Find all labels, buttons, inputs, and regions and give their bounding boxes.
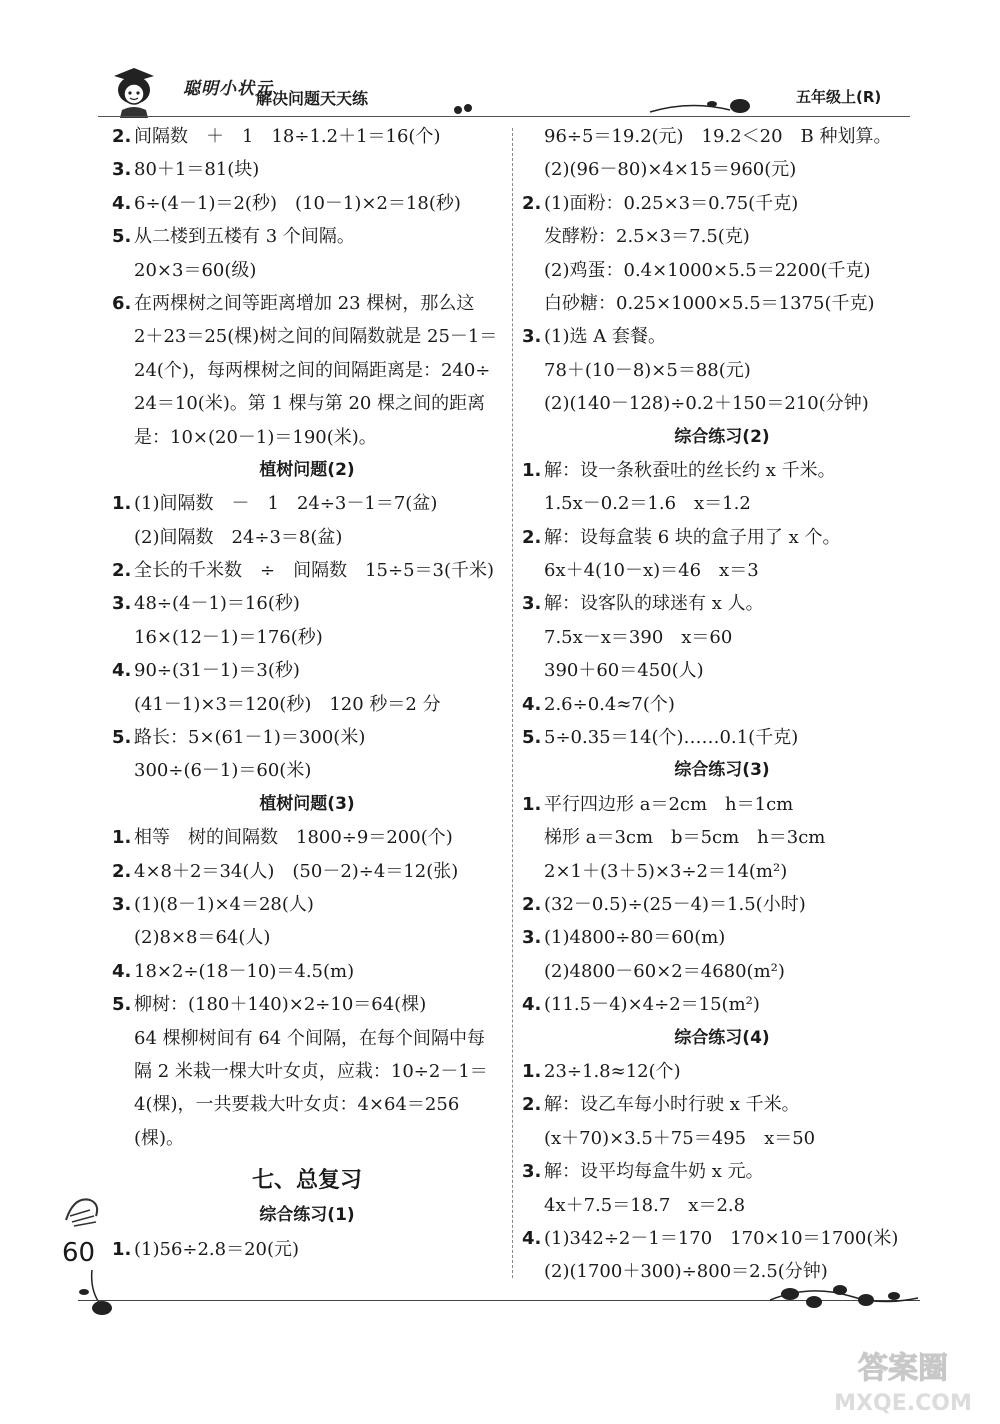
answer-line (522, 254, 922, 287)
answer-text: 间隔数 ＋ 1 18÷1.2＋1＝16(个) (134, 126, 441, 147)
answer-text: 综合练习(4) (674, 1027, 770, 1048)
chapter-title (112, 1155, 502, 1199)
answer-text: 发酵粉：2.5×3＝7.5(克) (544, 226, 750, 248)
answer-text: 24(个)，每两棵树之间的间隔距离是：240÷ (134, 359, 491, 381)
question-number: 2. (522, 1094, 542, 1116)
answer-text: 2＋23＝25(棵)树之间的间隔数就是 25－1＝ (134, 326, 498, 348)
answer-text: 平行四边形 a＝2cm h＝1cm (544, 793, 794, 815)
question-number: 6. (112, 292, 132, 314)
section-heading (522, 421, 922, 454)
question-number: 2. (112, 860, 132, 882)
answer-line (522, 153, 922, 186)
answer-line (522, 187, 922, 220)
answer-line (112, 1088, 502, 1121)
answer-text: 96÷5＝19.2(元) 19.2＜20 B 种划算。 (544, 126, 892, 147)
answer-line (522, 587, 922, 620)
answer-text: 综合练习(1) (259, 1205, 355, 1226)
answer-text: 390＋60＝450(人) (544, 660, 704, 682)
question-number: 1. (522, 459, 542, 481)
question-number: 4. (522, 994, 542, 1016)
answer-line (112, 287, 502, 320)
answer-line (522, 554, 922, 587)
answer-line (112, 721, 502, 754)
answer-text: (11.5－4)×4÷2＝15(m²) (544, 994, 760, 1016)
answer-line (112, 153, 502, 186)
book-title: 解决问题天天练 (256, 89, 369, 108)
answer-line (522, 1122, 922, 1155)
answer-text: (2)(1700＋300)÷800＝2.5(分钟) (544, 1261, 828, 1283)
answer-line (522, 621, 922, 654)
question-number: 1. (522, 793, 542, 815)
brand-logo: 聪明小状元 (183, 79, 273, 99)
section-heading (112, 1199, 502, 1232)
answer-text: 18×2÷(18－10)＝4.5(m) (134, 960, 355, 982)
answer-line (112, 587, 502, 620)
answer-text: (1)面粉：0.25×3＝0.75(千克) (544, 192, 799, 214)
question-number: 2. (112, 126, 132, 147)
section-heading (522, 754, 922, 787)
question-number: 5. (112, 994, 132, 1016)
answer-text: 24＝10(米)。第 1 棵与第 20 棵之间的距离 (134, 393, 486, 415)
answer-line (112, 320, 502, 353)
vine-decoration-icon (72, 1270, 132, 1320)
answer-text: 64 棵柳树间有 64 个间隔，在每个间隔中每 (134, 1027, 485, 1049)
answer-text: 解：设一条秋蚕吐的丝长约 x 千米。 (544, 459, 836, 481)
answer-line (522, 921, 922, 954)
answer-text: (2)鸡蛋：0.4×1000×5.5＝2200(千克) (544, 259, 871, 281)
section-heading (112, 454, 502, 487)
answer-text: 2×1＋(3＋5)×3÷2＝14(m²) (544, 860, 788, 882)
answer-line (522, 454, 922, 487)
answer-line (522, 354, 922, 387)
question-number: 5. (522, 727, 542, 749)
question-number: 3. (522, 927, 542, 949)
answer-line (112, 1022, 502, 1055)
mascot-icon (100, 60, 170, 120)
answer-text: 5÷0.35＝14(个)……0.1(千克) (544, 727, 799, 749)
vine-decoration-icon (770, 1278, 920, 1318)
answer-text: 解：设平均每盒牛奶 x 元。 (544, 1161, 764, 1183)
answer-text: (2)(96－80)×4×15＝960(元) (544, 159, 797, 181)
answer-line (112, 1122, 502, 1155)
question-number: 1. (112, 827, 132, 849)
answer-line (112, 754, 502, 787)
answer-line (522, 888, 922, 921)
answer-line (522, 521, 922, 554)
question-number: 4. (522, 1227, 542, 1249)
answer-line (112, 855, 502, 888)
answer-line (522, 1155, 922, 1188)
answer-text: (1)选 A 套餐。 (544, 326, 666, 348)
page-ornament-icon (60, 1190, 108, 1230)
svg-text:答案圈: 答案圈 (858, 1351, 948, 1386)
answer-text: (1)4800÷80＝60(m) (544, 927, 726, 949)
answer-line (112, 1233, 502, 1266)
answer-line (112, 621, 502, 654)
page-number: 60 (62, 1238, 96, 1268)
answer-line (112, 921, 502, 954)
question-number: 1. (522, 1060, 542, 1082)
question-number: 3. (522, 593, 542, 615)
answer-text: (棵)。 (134, 1127, 185, 1149)
answer-line (522, 1088, 922, 1121)
answer-text: 48÷(4－1)＝16(秒) (134, 593, 300, 615)
answer-text: 80＋1＝81(块) (134, 159, 260, 181)
answer-text: (2)间隔数 24÷3＝8(盆) (134, 526, 343, 548)
page-header (0, 0, 1000, 125)
answer-line (112, 421, 502, 454)
answer-line (112, 821, 502, 854)
question-number: 3. (522, 1161, 542, 1183)
answer-line (522, 1189, 922, 1222)
answer-line (522, 988, 922, 1021)
question-number: 1. (112, 1238, 132, 1260)
answer-text: 全长的千米数 ÷ 间隔数 15÷5＝3(千米) (134, 560, 495, 582)
answer-text: 4×8＋2＝34(人) (50－2)÷4＝12(张) (134, 860, 459, 882)
answer-text: 300÷(6－1)＝60(米) (134, 760, 312, 782)
question-number: 3. (112, 893, 132, 915)
answer-text: 2.6÷0.4≈7(个) (544, 693, 675, 715)
answer-text: 综合练习(3) (674, 760, 770, 781)
grade-label: 五年级上(R) (796, 88, 882, 106)
answer-text: 20×3＝60(级) (134, 259, 257, 281)
question-number: 4. (112, 660, 132, 682)
answer-line (112, 955, 502, 988)
answer-line (112, 254, 502, 287)
answer-text: 隔 2 米栽一棵大叶女贞，应栽：10÷2－1＝ (134, 1060, 488, 1082)
section-heading (112, 788, 502, 821)
question-number: 2. (522, 192, 542, 214)
answer-line (522, 821, 922, 854)
question-number: 4. (112, 192, 132, 214)
answer-line (112, 988, 502, 1021)
answer-line (112, 888, 502, 921)
question-number: 4. (522, 693, 542, 715)
section-heading (522, 1022, 922, 1055)
question-number: 3. (522, 326, 542, 348)
answer-text: 路长：5×(61－1)＝300(米) (134, 727, 366, 749)
answer-line (112, 187, 502, 220)
answer-text: 16×(12－1)＝176(秒) (134, 626, 323, 648)
answer-text: 相等 树的间隔数 1800÷9＝200(个) (134, 827, 453, 849)
answer-text: 植树问题(3) (259, 793, 355, 814)
answer-line (522, 320, 922, 353)
answer-line (522, 1222, 922, 1255)
answer-text: 78＋(10－8)×5＝88(元) (544, 359, 751, 381)
answer-text: 23÷1.8≈12(个) (544, 1060, 681, 1082)
column-divider (512, 128, 513, 1278)
answer-line (522, 487, 922, 520)
answer-text: (2)(140－128)÷0.2＋150＝210(分钟) (544, 393, 869, 415)
answer-text: 柳树：(180＋140)×2÷10＝64(棵) (134, 994, 427, 1016)
answer-text: 6x＋4(10－x)＝46 x＝3 (544, 560, 759, 582)
answer-line (522, 1055, 922, 1088)
answer-text: (1)间隔数 － 1 24÷3－1＝7(盆) (134, 493, 438, 515)
answer-text: 植树问题(2) (259, 459, 355, 480)
answer-line (112, 554, 502, 587)
question-number: 5. (112, 226, 132, 248)
answer-line (112, 387, 502, 420)
answer-line (112, 220, 502, 253)
question-number: 5. (112, 727, 132, 749)
answer-text: 在两棵树之间等距离增加 23 棵树，那么这 (134, 292, 475, 314)
answer-text: 4x＋7.5＝18.7 x＝2.8 (544, 1194, 746, 1216)
answer-text: 解：设乙车每小时行驶 x 千米。 (544, 1094, 800, 1116)
answer-line (522, 955, 922, 988)
answer-line (522, 688, 922, 721)
answer-text: 解：设每盒装 6 块的盒子用了 x 个。 (544, 526, 841, 548)
answer-line (522, 788, 922, 821)
svg-text:MXQE.COM: MXQE.COM (834, 1391, 972, 1416)
header-divider (98, 116, 910, 117)
answer-text: 白砂糖：0.25×1000×5.5＝1375(千克) (544, 292, 875, 314)
answer-line (112, 688, 502, 721)
answer-line (522, 387, 922, 420)
question-number: 2. (522, 893, 542, 915)
question-number: 3. (112, 159, 132, 181)
question-number: 2. (112, 560, 132, 582)
answer-line (112, 487, 502, 520)
answer-text: 1.5x－0.2＝1.6 x＝1.2 (544, 493, 751, 515)
answer-text: 梯形 a＝3cm b＝5cm h＝3cm (544, 827, 826, 849)
answer-text: 4(棵)，一共要栽大叶女贞：4×64＝256 (134, 1094, 460, 1116)
answer-line (112, 1055, 502, 1088)
watermark-logo (828, 1338, 978, 1418)
left-column (112, 120, 502, 1266)
answer-line (522, 721, 922, 754)
answer-text: (1)56÷2.8＝20(元) (134, 1238, 300, 1260)
question-number: 3. (112, 593, 132, 615)
answer-text: 90÷(31－1)＝3(秒) (134, 660, 300, 682)
answer-text: (x＋70)×3.5＋75＝495 x＝50 (544, 1127, 816, 1149)
answer-line (112, 120, 502, 153)
answer-line (112, 654, 502, 687)
answer-line (112, 354, 502, 387)
answer-line (522, 855, 922, 888)
answer-line (522, 654, 922, 687)
answer-text: 是：10×(20－1)＝190(米)。 (134, 426, 377, 448)
question-number: 4. (112, 960, 132, 982)
answer-line (112, 521, 502, 554)
answer-text: (2)8×8＝64(人) (134, 927, 271, 949)
answer-line (522, 120, 922, 153)
answer-text: (32－0.5)÷(25－4)＝1.5(小时) (544, 893, 806, 915)
answer-text: 解：设客队的球迷有 x 人。 (544, 593, 764, 615)
answer-text: 综合练习(2) (674, 426, 770, 447)
answer-text: 七、总复习 (251, 1168, 362, 1194)
answer-line (522, 220, 922, 253)
question-number: 2. (522, 526, 542, 548)
answer-text: 7.5x－x＝390 x＝60 (544, 626, 733, 648)
answer-text: (1)(8－1)×4＝28(人) (134, 893, 314, 915)
right-column (522, 120, 922, 1289)
answer-text: 6÷(4－1)＝2(秒) (10－1)×2＝18(秒) (134, 192, 461, 214)
answer-text: (2)4800－60×2＝4680(m²) (544, 960, 785, 982)
answer-line (522, 287, 922, 320)
answer-text: 从二楼到五楼有 3 个间隔。 (134, 226, 355, 248)
answer-text: (41－1)×3＝120(秒) 120 秒＝2 分 (134, 693, 441, 715)
question-number: 1. (112, 493, 132, 515)
answer-text: (1)342÷2－1＝170 170×10＝1700(米) (544, 1227, 899, 1249)
